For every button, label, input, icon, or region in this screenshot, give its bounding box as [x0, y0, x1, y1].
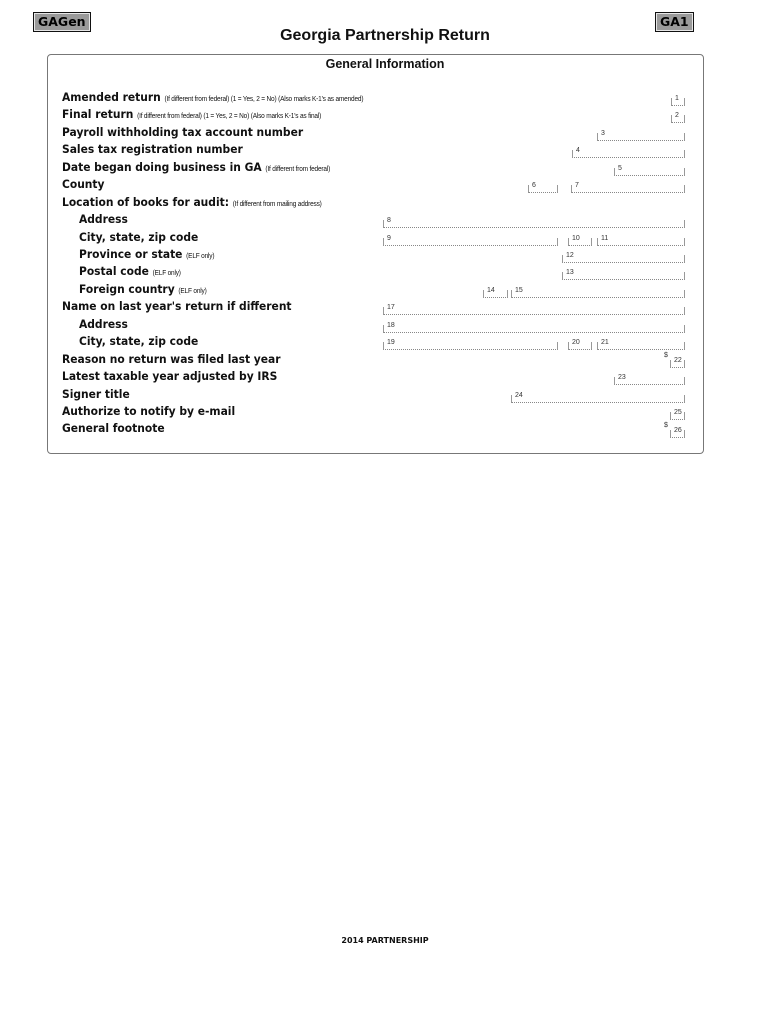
books-location-note: (If different from mailing address): [232, 201, 322, 208]
field-10-books-state[interactable]: 10: [568, 238, 592, 246]
last-year-name-label: Name on last year's return if different: [62, 299, 292, 313]
general-footnote-label: General footnote: [62, 421, 165, 435]
foreign-country-note: (ELF only): [178, 288, 207, 295]
field-5-date-began[interactable]: 5: [614, 168, 685, 176]
last-year-city-label: City, state, zip code: [79, 334, 199, 348]
sales-tax-label: Sales tax registration number: [62, 142, 243, 156]
field-8-books-address[interactable]: 8: [383, 220, 685, 228]
field-25-authorize-email[interactable]: 25: [670, 412, 685, 420]
books-location-label: Location of books for audit: (If different from mailing address): [62, 195, 322, 209]
field-21-last-year-zip[interactable]: 21: [597, 342, 685, 350]
field-12-province[interactable]: 12: [562, 255, 685, 263]
payroll-label: Payroll withholding tax account number: [62, 125, 304, 139]
form-tag-right: GA1: [655, 12, 694, 32]
page-title: Georgia Partnership Return: [280, 27, 490, 44]
foreign-country-label: Foreign country (ELF only): [79, 282, 207, 296]
field-2-final[interactable]: 2: [671, 115, 685, 123]
latest-year-irs-label: Latest taxable year adjusted by IRS: [62, 369, 278, 383]
last-year-address-label: Address: [79, 317, 128, 331]
county-label: County: [62, 177, 105, 191]
province-label: Province or state (ELF only): [79, 247, 215, 261]
final-return-note: (If different from federal) (1 = Yes, 2 = No) (Also marks K-1's as final): [137, 113, 322, 120]
field-15-foreign-country[interactable]: 15: [511, 290, 685, 298]
field-9-books-city[interactable]: 9: [383, 238, 558, 246]
final-return-label: Final return (If different from federal) (1 = Yes, 2 = No) (Also marks K-1's as final): [62, 107, 322, 121]
postal-note: (ELF only): [152, 270, 181, 277]
books-address-label: Address: [79, 212, 128, 226]
amended-return-label: Amended return (If different from federal) (1 = Yes, 2 = No) (Also marks K-1's as amended): [62, 90, 364, 104]
field-4-sales-tax[interactable]: 4: [572, 150, 685, 158]
field-18-last-year-address[interactable]: 18: [383, 325, 685, 333]
field-17-last-year-name[interactable]: 17: [383, 307, 685, 315]
date-began-label: Date began doing business in GA (If different from federal): [62, 160, 331, 174]
field-11-books-zip[interactable]: 11: [597, 238, 685, 246]
province-note: (ELF only): [186, 253, 215, 260]
date-began-note: (If different from federal): [265, 166, 331, 173]
form-tag-left: GAGen: [33, 12, 91, 32]
amended-return-note: (If different from federal) (1 = Yes, 2 = No) (Also marks K-1's as amended): [164, 96, 364, 103]
dollar-marker-26: $: [664, 422, 668, 429]
field-3-payroll[interactable]: 3: [597, 133, 685, 141]
dollar-marker-22: $: [664, 352, 668, 359]
page-footer: 2014 PARTNERSHIP: [341, 936, 429, 945]
authorize-email-label: Authorize to notify by e-mail: [62, 404, 236, 418]
postal-label: Postal code (ELF only): [79, 264, 181, 278]
field-20-last-year-state[interactable]: 20: [568, 342, 592, 350]
field-13-postal-code[interactable]: 13: [562, 272, 685, 280]
field-19-last-year-city[interactable]: 19: [383, 342, 558, 350]
field-22-reason-no-return[interactable]: 22: [670, 360, 685, 368]
reason-no-return-label: Reason no return was filed last year: [62, 352, 281, 366]
field-7-county[interactable]: 7: [571, 185, 685, 193]
section-title: General Information: [325, 57, 445, 71]
signer-title-label: Signer title: [62, 387, 130, 401]
field-6-county-code[interactable]: 6: [528, 185, 558, 193]
field-14-country-code[interactable]: 14: [483, 290, 508, 298]
field-23-latest-year-irs[interactable]: 23: [614, 377, 685, 385]
field-26-general-footnote[interactable]: 26: [670, 430, 685, 438]
field-24-signer-title[interactable]: 24: [511, 395, 685, 403]
field-1-amended[interactable]: 1: [671, 98, 685, 106]
books-city-label: City, state, zip code: [79, 230, 199, 244]
